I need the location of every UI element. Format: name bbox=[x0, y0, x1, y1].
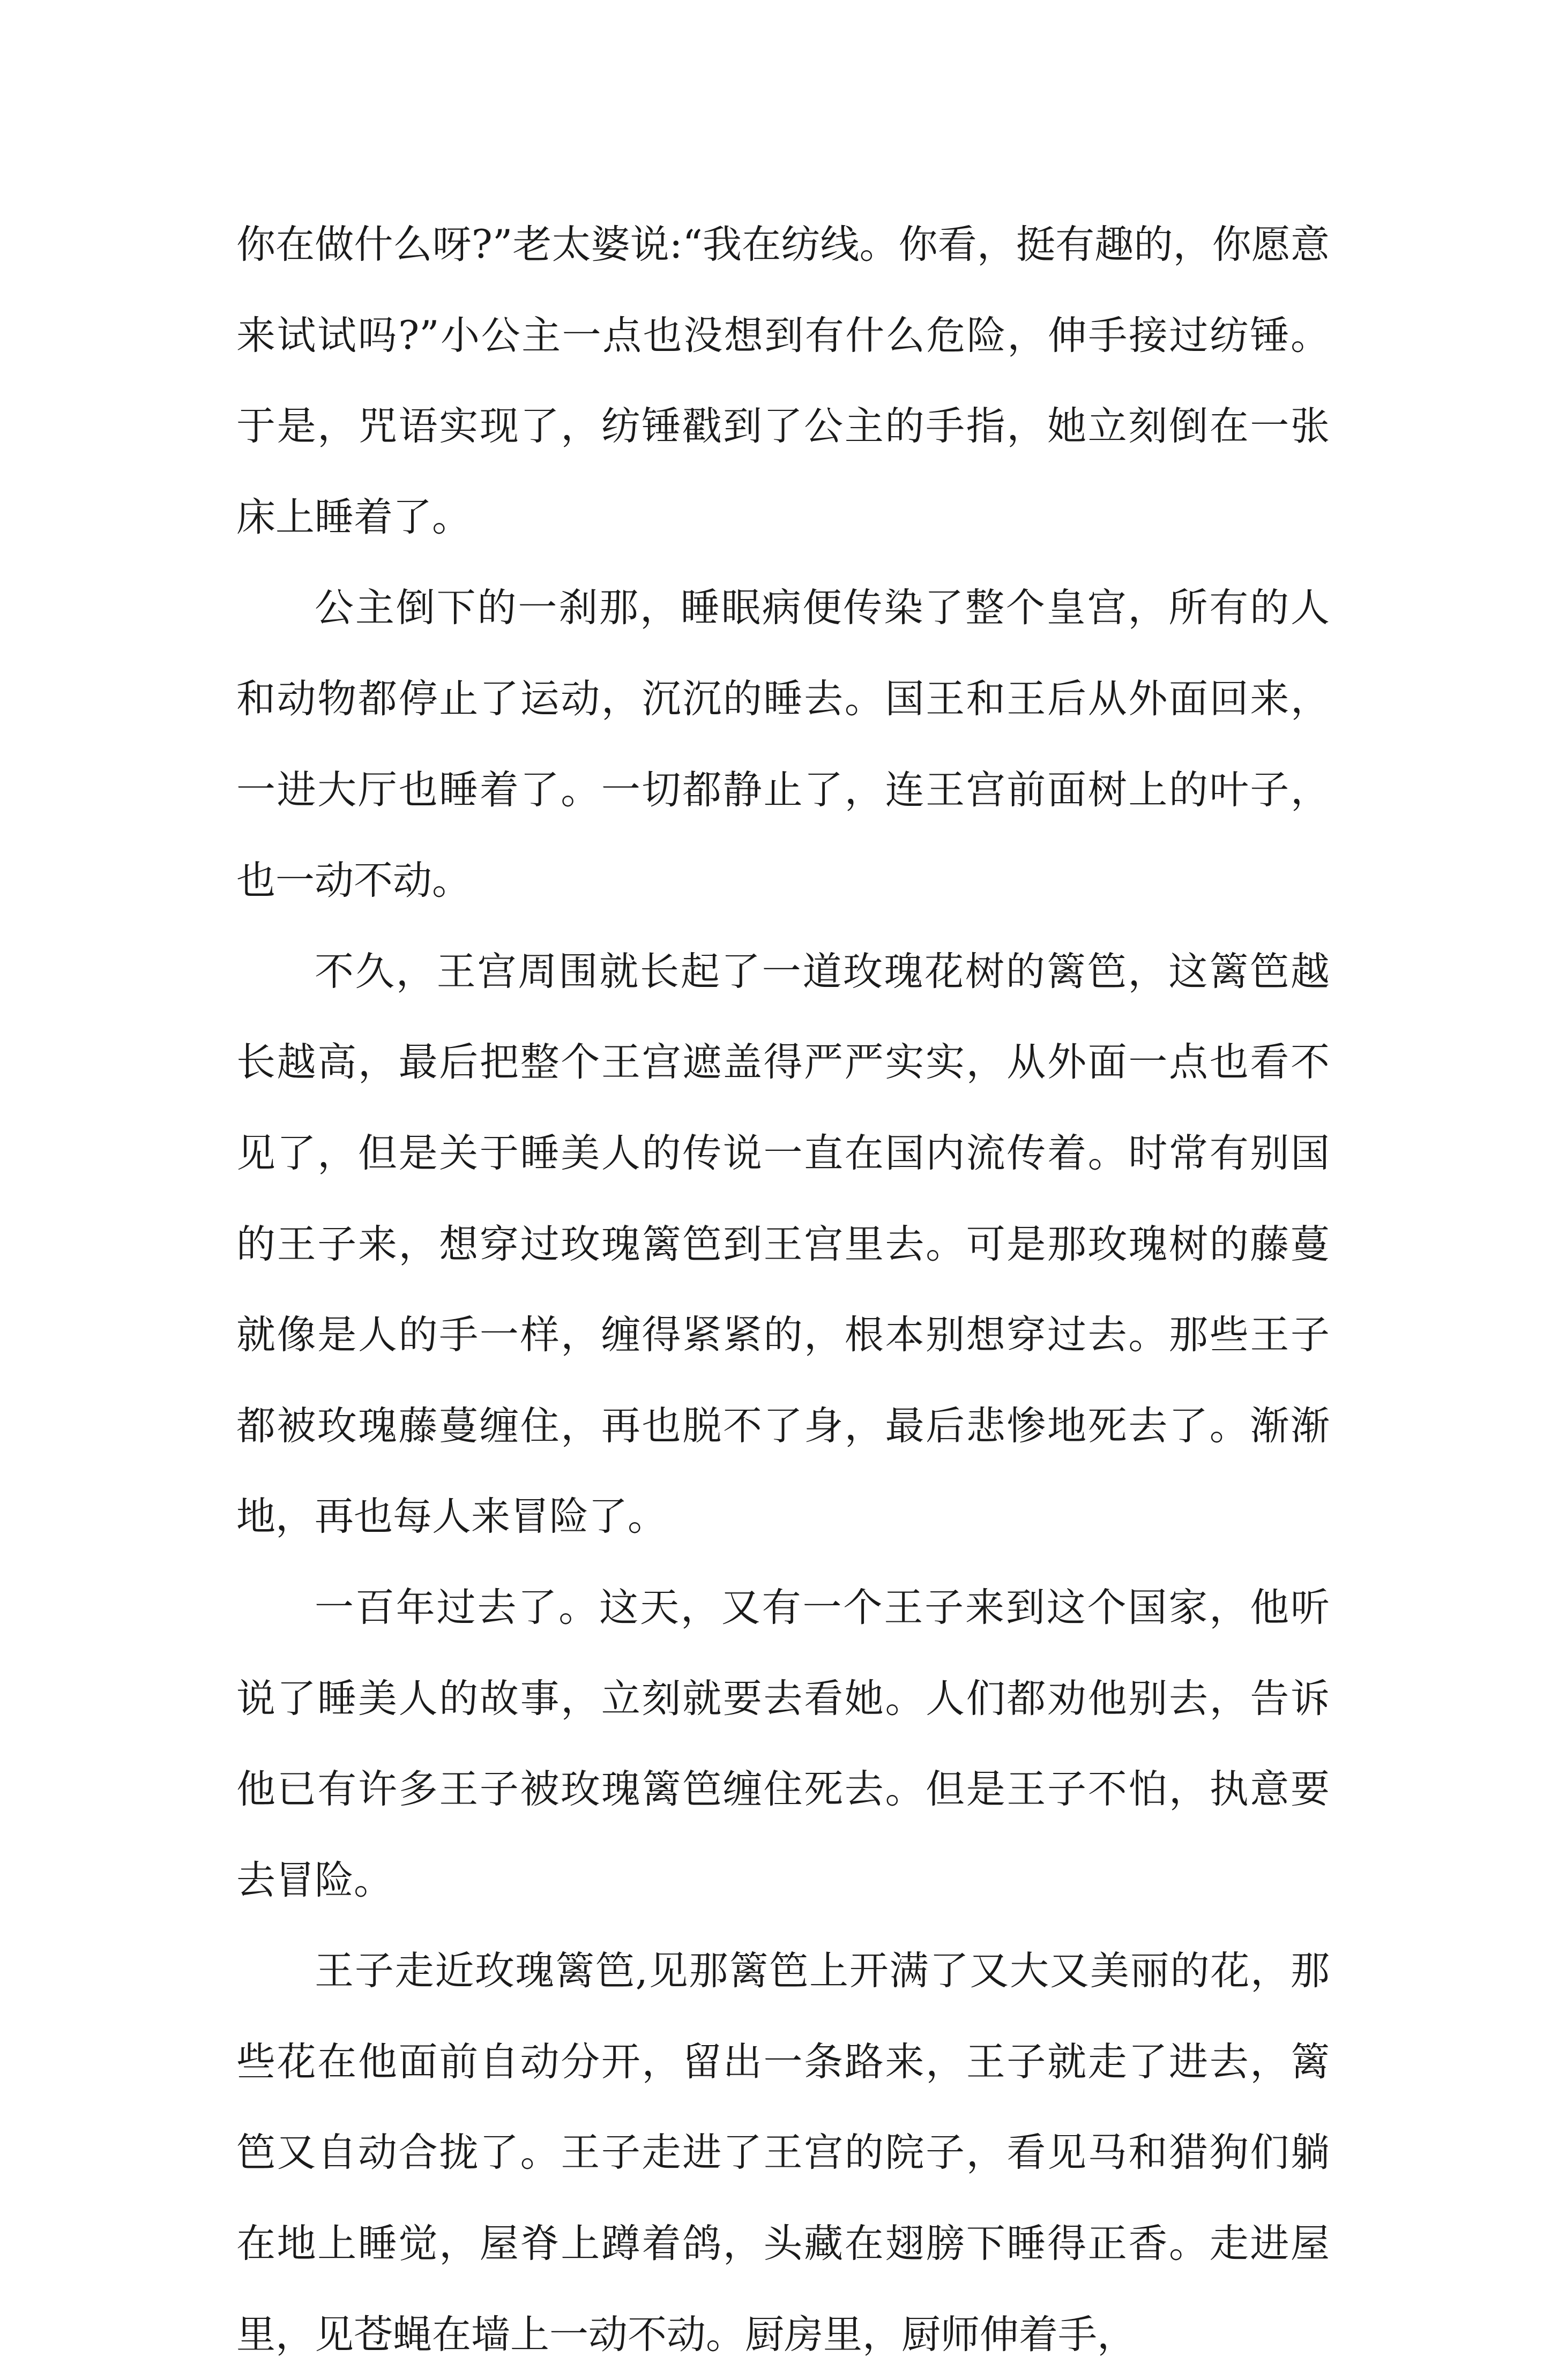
paragraph: 公主倒下的一刹那，睡眠病便传染了整个皇宫，所有的人和动物都停止了运动，沉沉的睡去。国王和王后从外面回来，一进大厅也睡着了。一切都静止了，连王宫前面树上的叶子，也一动不动。 bbox=[236, 585, 1330, 904]
paragraph: 王子走近玫瑰篱笆,见那篱笆上开满了又大又美丽的花，那些花在他面前自动分开，留出一条路来，王子就走了进去，篱笆又自动合拢了。王子走进了王宫的院子，看见马和猎狗们躺在地上睡觉，屋脊上蹲着鸽，头藏在翅膀下睡得正香。走进屋里，见苍蝇在墙上一动不动。厨房里，厨师伸着手， bbox=[236, 1948, 1330, 2357]
paragraph-continuation: 你在做什么呀?”老太婆说:“我在纺线。你看，挺有趣的，你愿意来试试吗?”小公主一点也没想到有什么危险，伸手接过纺锤。于是，咒语实现了，纺锤戳到了公主的手指，她立刻倒在一张床上睡着了。 bbox=[236, 222, 1330, 540]
paragraph: 不久，王宫周围就长起了一道玫瑰花树的篱笆，这篱笆越长越高，最后把整个王宫遮盖得严严实实，从外面一点也看不见了，但是关于睡美人的传说一直在国内流传着。时常有别国的王子来，想穿过玫瑰篱笆到王宫里去。可是那玫瑰树的藤蔓就像是人的手一样，缠得紧紧的，根本别想穿过去。那些王子都被玫瑰藤蔓缠住，再也脱不了身，最后悲惨地死去了。渐渐地，再也每人来冒险了。 bbox=[236, 948, 1330, 1540]
story-text bbox=[236, 199, 1330, 2380]
paragraph: 一百年过去了。这天，又有一个王子来到这个国家，他听说了睡美人的故事，立刻就要去看她。人们都劝他别去，告诉他已有许多王子被玫瑰篱笆缠住死去。但是王子不怕，执意要去冒险。 bbox=[236, 1584, 1330, 1903]
